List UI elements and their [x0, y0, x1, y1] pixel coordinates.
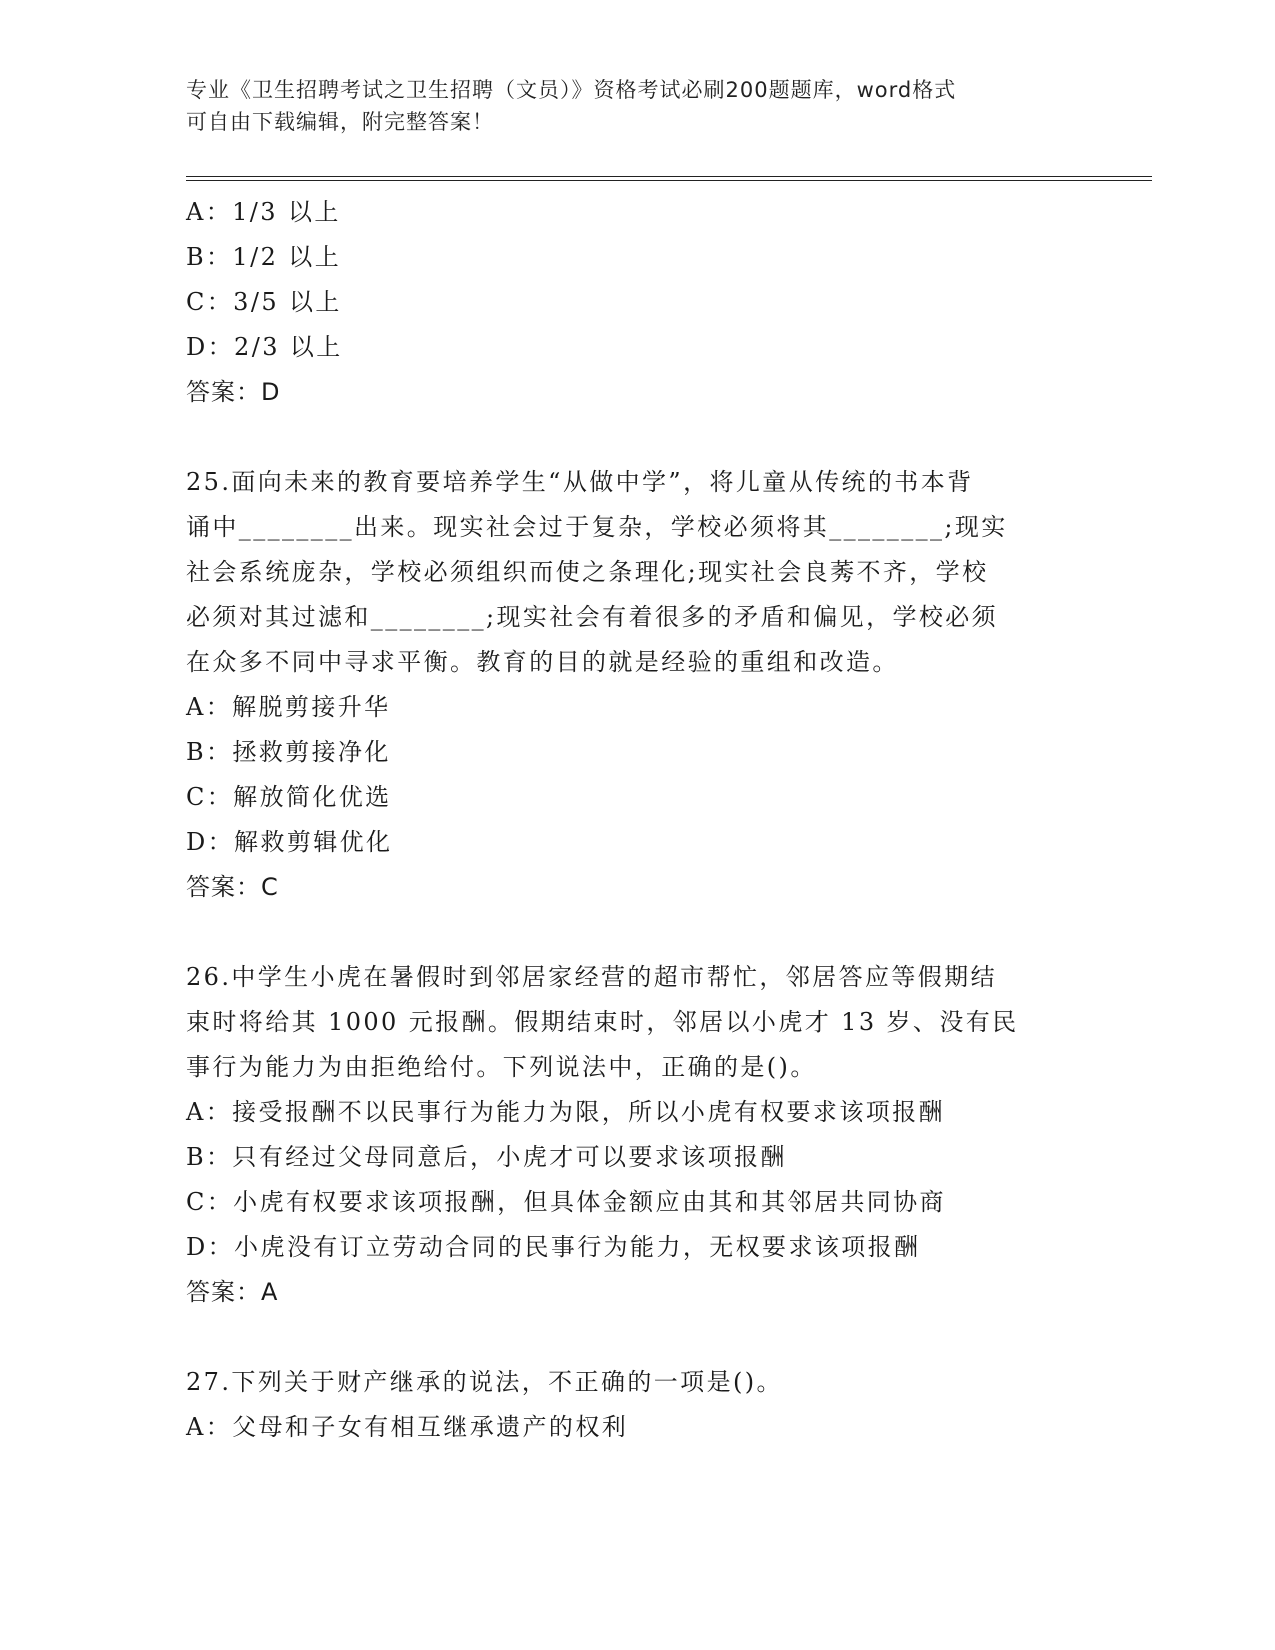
question-text-line: 诵中________出来。现实社会过于复杂，学校必须将其________;现实 [186, 513, 1008, 541]
question-27 [186, 1360, 1086, 1450]
question-text-line: 事行为能力为由拒绝给付。下列说法中，正确的是()。 [186, 1053, 817, 1081]
option-a: A：接受报酬不以民事行为能力为限，所以小虎有权要求该项报酬 [186, 1098, 945, 1126]
question-26 [186, 955, 1086, 1315]
question-text-line: 社会系统庞杂，学校必须组织而使之条理化;现实社会良莠不齐，学校 [186, 558, 989, 586]
question-24 [186, 190, 1086, 415]
header-title-line-1: 专业《卫生招聘考试之卫生招聘（文员）》资格考试必刷200题题库，word格式 [186, 78, 957, 102]
question-text-line: 26.中学生小虎在暑假时到邻居家经营的超市帮忙，邻居答应等假期结 [186, 963, 997, 991]
question-text-line: 束时将给其 1000 元报酬。假期结束时，邻居以小虎才 13 岁、没有民 [186, 1008, 1019, 1036]
answer-line: 答案：A [186, 1278, 279, 1306]
option-d: D：小虎没有订立劳动合同的民事行为能力，无权要求该项报酬 [186, 1233, 921, 1261]
question-text-line: 27.下列关于财产继承的说法，不正确的一项是()。 [186, 1368, 783, 1396]
answer-line: 答案：D [186, 378, 281, 406]
answer-line: 答案：C [186, 873, 279, 901]
question-text-line: 25.面向未来的教育要培养学生“从做中学”，将儿童从传统的书本背 [186, 468, 974, 496]
question-text-line: 必须对其过滤和________;现实社会有着很多的矛盾和偏见，学校必须 [186, 603, 999, 631]
option-b: B：1/2 以上 [186, 243, 342, 271]
option-c: C：解放简化优选 [186, 783, 392, 811]
spacer [186, 1315, 1086, 1360]
document-header [186, 74, 1086, 138]
question-text-line: 在众多不同中寻求平衡。教育的目的就是经验的重组和改造。 [186, 648, 899, 676]
option-c: C：小虎有权要求该项报酬，但具体金额应由其和其邻居共同协商 [186, 1188, 946, 1216]
question-25 [186, 460, 1086, 910]
spacer [186, 415, 1086, 460]
option-b: B：拯救剪接净化 [186, 738, 391, 766]
header-title-line-2: 可自由下载编辑，附完整答案！ [186, 110, 494, 134]
option-a: A：父母和子女有相互继承遗产的权利 [186, 1413, 629, 1441]
option-c: C：3/5 以上 [186, 288, 342, 316]
spacer [186, 910, 1086, 955]
option-b: B：只有经过父母同意后，小虎才可以要求该项报酬 [186, 1143, 787, 1171]
option-a: A：解脱剪接升华 [186, 693, 391, 721]
question-content [186, 190, 1086, 1450]
option-a: A：1/3 以上 [186, 198, 341, 226]
header-divider [186, 176, 1152, 181]
option-d: D：解救剪辑优化 [186, 828, 393, 856]
option-d: D：2/3 以上 [186, 333, 343, 361]
